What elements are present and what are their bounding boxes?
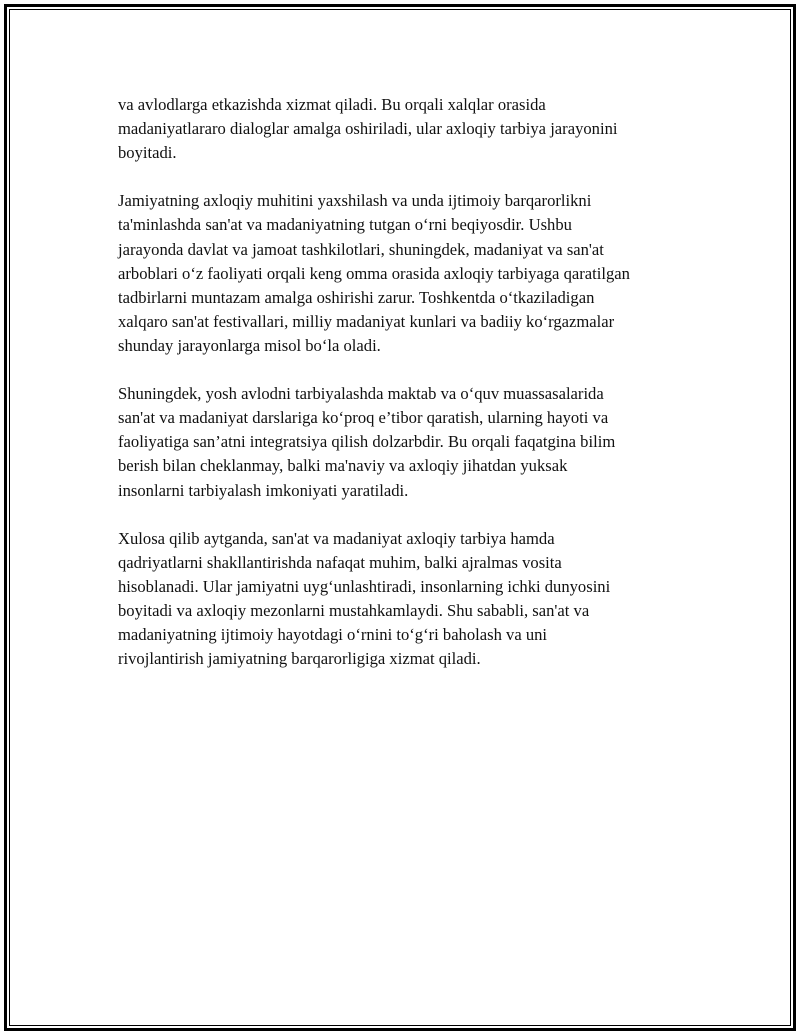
text-line: ta'minlashda san'at va madaniyatning tutgan o‘rni beqiyosdir. Ushbu [118,215,572,235]
text-line: Shuningdek, yosh avlodni tarbiyalashda maktab va o‘quv muassasalarida [118,384,604,404]
text-line: qadriyatlarni shakllantirishda nafaqat muhim, balki ajralmas vosita [118,552,562,572]
text-line: insonlarni tarbiyalash imkoniyati yaratiladi. [118,480,409,500]
document-body [118,93,698,695]
text-line: madaniyatning ijtimoiy hayotdagi o‘rnini to‘g‘ri baholash va uni [118,625,548,645]
text-line: hisoblanadi. Ular jamiyatni uyg‘unlashtiradi, insonlarning ichki dunyosini [118,576,611,596]
text-line: faoliyatiga san’atni integratsiya qilish dolzarbdir. Bu orqali faqatgina bilim [118,432,616,452]
paragraph-2 [118,189,698,358]
text-line: boyitadi. [118,143,177,163]
text-line: rivojlantirish jamiyatning barqarorligiga xizmat qiladi. [118,649,481,669]
text-line: tadbirlarni muntazam amalga oshirishi zarur. Toshkentda o‘tkaziladigan [118,287,595,307]
text-line: san'at va madaniyat darslariga ko‘proq e’tibor qaratish, ularning hayoti va [118,408,609,428]
text-line: shunday jarayonlarga misol bo‘la oladi. [118,335,381,355]
text-line: Jamiyatning axloqiy muhitini yaxshilash va unda ijtimoiy barqarorlikni [118,191,592,211]
text-line: berish bilan cheklanmay, balki ma'naviy va axloqiy jihatdan yuksak [118,456,568,476]
text-line: boyitadi va axloqiy mezonlarni mustahkamlaydi. Shu sababli, san'at va [118,600,590,620]
paragraph-3 [118,382,698,502]
text-line: madaniyatlararo dialoglar amalga oshiriladi, ular axloqiy tarbiya jarayonini [118,119,618,139]
text-line: va avlodlarga etkazishda xizmat qiladi. Bu orqali xalqlar orasida [118,95,546,114]
paragraph-1 [118,93,698,165]
paragraph-4 [118,527,698,672]
text-line: xalqaro san'at festivallari, milliy madaniyat kunlari va badiiy ko‘rgazmalar [118,311,615,331]
text-line: jarayonda davlat va jamoat tashkilotlari, shuningdek, madaniyat va san'at [118,239,604,259]
text-line: Xulosa qilib aytganda, san'at va madaniyat axloqiy tarbiya hamda [118,528,555,548]
text-line: arboblari o‘z faoliyati orqali keng omma orasida axloqiy tarbiyaga qaratilgan [118,263,630,283]
